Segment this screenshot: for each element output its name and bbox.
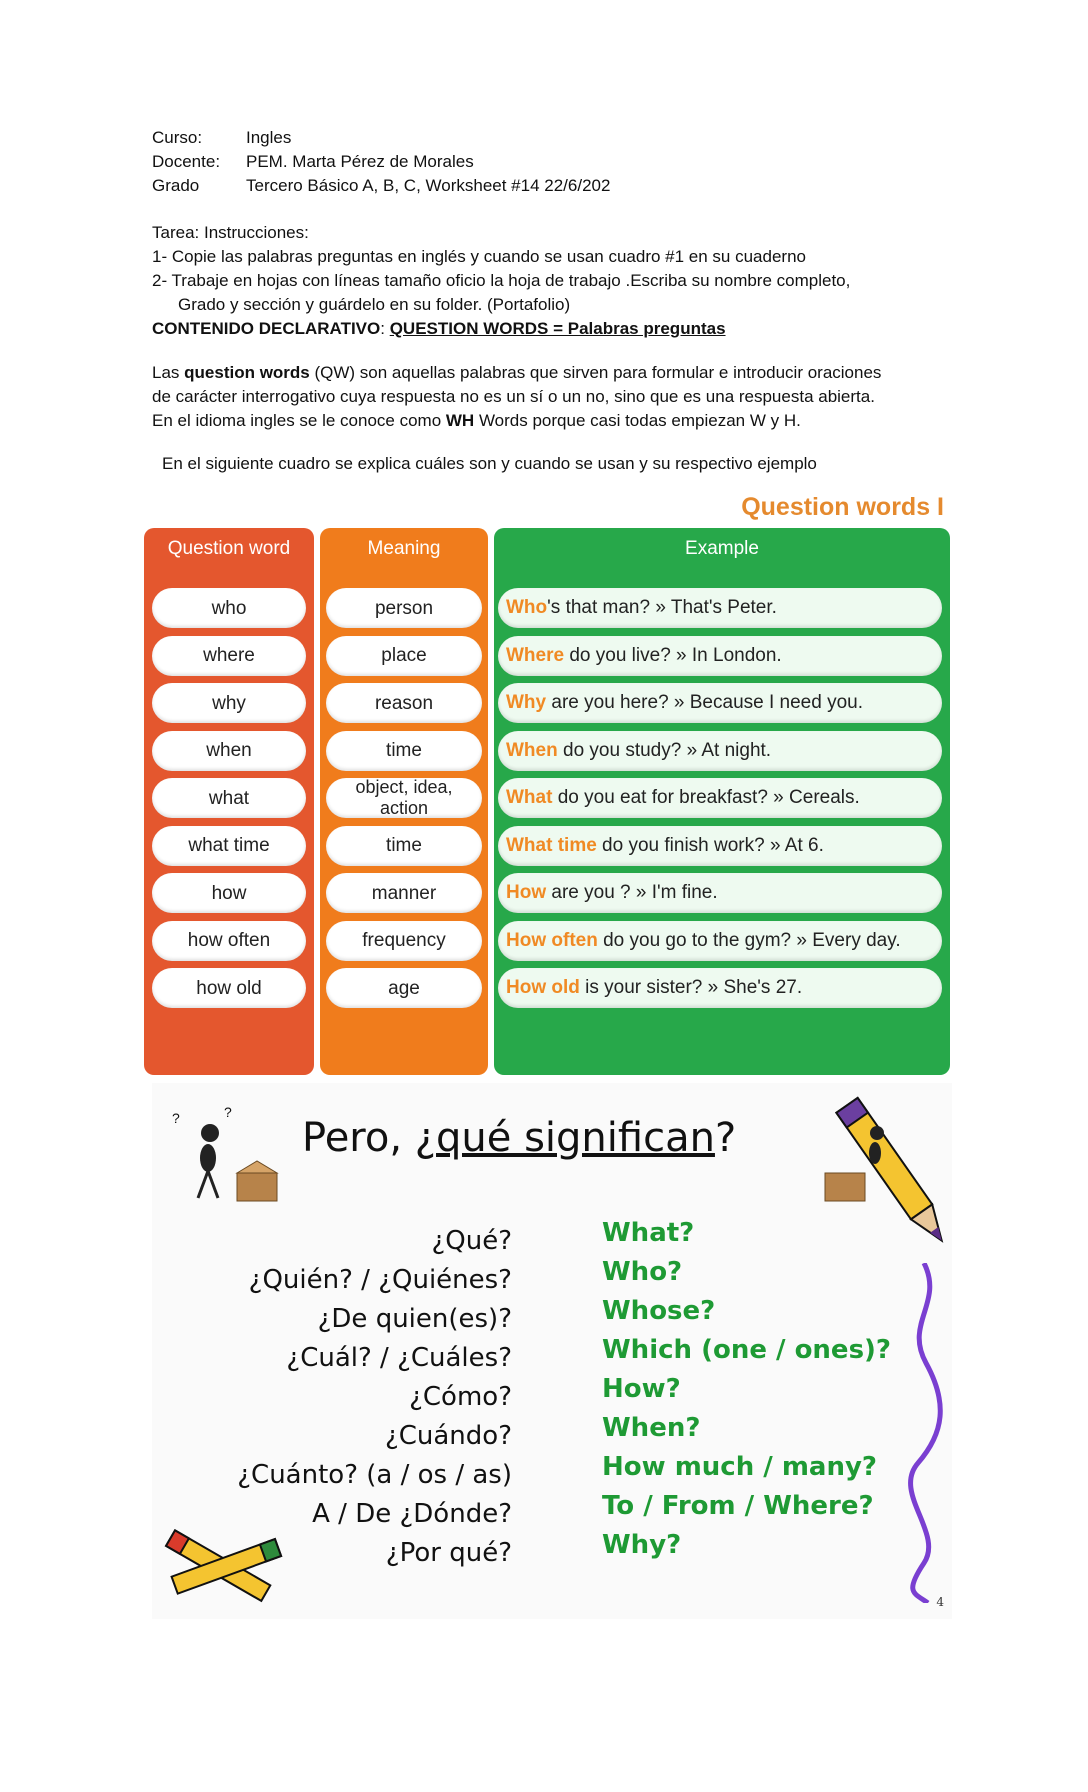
meaning-cell: object, idea, action [326, 778, 482, 818]
question-word-cell: how [152, 873, 306, 913]
intro-text: Las [152, 363, 185, 382]
example-text: are you here? » Because I need you. [546, 692, 863, 713]
pencil-with-ant-icon [817, 1088, 947, 1263]
title-underlined: qué significan [436, 1115, 715, 1161]
example-cell [498, 636, 942, 676]
spanish-question: ¿De quien(es)? [317, 1304, 512, 1334]
meanings-section [152, 1083, 952, 1619]
intro-bold-term: WH [445, 411, 475, 430]
question-word-cell: how old [152, 968, 306, 1008]
instruction-2-cont: Grado y sección y guárdelo en su folder. (Portafolio) [178, 295, 571, 314]
example-cell [498, 778, 942, 818]
docente-value: PEM. Marta Pérez de Morales [246, 152, 474, 171]
intro-line-4: En el siguiente cuadro se explica cuáles son y cuando se usan y su respectivo ejemplo [162, 454, 817, 473]
example-text: are you ? » I'm fine. [546, 882, 718, 903]
header-info [152, 126, 610, 198]
english-question: How? [602, 1374, 681, 1404]
contenido-label: CONTENIDO DECLARATIVO [152, 319, 381, 338]
section-title [302, 1115, 736, 1161]
svg-text:?: ? [172, 1110, 180, 1126]
contenido-sep: : [380, 319, 390, 338]
example-text: do you go to the gym? » Every day. [597, 929, 901, 951]
example-cell [498, 873, 942, 913]
instruction-1: 1- Copie las palabras preguntas en inglés y cuando se usan cuadro #1 en su cuaderno [152, 247, 806, 266]
meaning-cell: frequency [326, 921, 482, 961]
example-keyword: Where [506, 644, 565, 666]
question-word-cell: why [152, 683, 306, 723]
spanish-question: ¿Cuándo? [384, 1421, 512, 1451]
example-cell [498, 588, 942, 628]
meaning-cell: reason [326, 683, 482, 723]
example-text: do you finish work? » At 6. [596, 834, 824, 856]
question-word-cell: who [152, 588, 306, 628]
intro-line-2: de carácter interrogativo cuya respuesta no es un sí o un no, sino que es una respuesta abierta. [152, 387, 875, 406]
intro-line-1 [152, 361, 881, 385]
page-number: 4 [936, 1595, 944, 1609]
example-keyword: Why [506, 692, 547, 713]
example-keyword: How [506, 882, 547, 903]
question-word-cell: what time [152, 826, 306, 866]
example-text: do you eat for breakfast? » Cereals. [552, 787, 860, 808]
example-text: do you study? » At night. [557, 739, 772, 761]
meaning-cell: time [326, 731, 482, 771]
question-words-table [132, 487, 952, 1075]
column-example [494, 528, 950, 1075]
english-question: Which (one / ones)? [602, 1335, 892, 1365]
example-text: do you live? » In London. [564, 644, 782, 666]
grado-value: Tercero Básico A, B, C, Worksheet #14 22/6/202 [246, 176, 611, 195]
spanish-question: A / De ¿Dónde? [312, 1499, 512, 1529]
spanish-question: ¿Cómo? [409, 1382, 512, 1412]
question-word-cell: how often [152, 921, 306, 961]
column-meaning [320, 528, 488, 1075]
contenido-topic: QUESTION WORDS = Palabras preguntas [389, 319, 726, 338]
instruction-2: 2- Trabaje en hojas con líneas tamaño oficio la hoja de trabajo .Escriba su nombre completo, [152, 271, 851, 290]
question-word-cell: where [152, 636, 306, 676]
spanish-question: ¿Quién? / ¿Quiénes? [248, 1265, 512, 1295]
english-question: When? [602, 1413, 701, 1443]
intro-text: Words porque casi todas empiezan W y H. [474, 411, 801, 430]
header-example: Example [685, 538, 759, 559]
example-keyword: What time [506, 834, 597, 856]
example-keyword: How old [506, 977, 580, 998]
example-cell [498, 968, 942, 1008]
meaning-cell: manner [326, 873, 482, 913]
english-question: To / From / Where? [602, 1491, 874, 1521]
example-text: is your sister? » She's 27. [579, 977, 803, 998]
intro-text: (QW) son aquellas palabras que sirven para formular e introducir oraciones [309, 363, 882, 382]
spanish-question: ¿Cuánto? (a / os / as) [237, 1460, 512, 1490]
meaning-cell: place [326, 636, 482, 676]
intro-line-3 [152, 409, 801, 433]
example-text: 's that man? » That's Peter. [547, 597, 777, 618]
svg-text:?: ? [224, 1104, 232, 1120]
header-meaning: Meaning [367, 538, 441, 559]
table-title: Question words I [741, 493, 944, 521]
english-question: What? [602, 1218, 695, 1248]
curso-value: Ingles [246, 128, 292, 147]
question-word-cell: when [152, 731, 306, 771]
english-question: How much / many? [602, 1452, 877, 1482]
intro-bold-term: question words [184, 363, 310, 382]
spanish-question: ¿Cuál? / ¿Cuáles? [286, 1343, 512, 1373]
meaning-cell: age [326, 968, 482, 1008]
curso-label: Curso: [152, 128, 203, 147]
example-keyword: When [506, 739, 558, 761]
english-question: Who? [602, 1257, 683, 1287]
question-word-cell: what [152, 778, 306, 818]
purple-squiggle-icon [904, 1263, 944, 1603]
example-cell [498, 826, 942, 866]
meaning-cell: time [326, 826, 482, 866]
grado-label: Grado [152, 176, 200, 195]
meaning-cell: person [326, 588, 482, 628]
example-cell [498, 921, 942, 961]
title-part: Pero, ¿ [302, 1115, 437, 1161]
contenido-line [152, 317, 726, 341]
column-question-word [144, 528, 314, 1075]
docente-label: Docente: [152, 152, 221, 171]
intro-text: En el idioma ingles se le conoce como [152, 411, 446, 430]
english-question: Whose? [602, 1296, 716, 1326]
example-keyword: How often [506, 929, 598, 951]
crossed-pencils-icon [152, 1519, 292, 1619]
example-cell [498, 731, 942, 771]
title-part: ? [714, 1115, 737, 1161]
tarea-heading: Tarea: Instrucciones: [152, 223, 309, 242]
example-cell [498, 683, 942, 723]
header-question-word: Question word [167, 538, 291, 559]
spanish-question: ¿Por qué? [385, 1538, 512, 1568]
spanish-question: ¿Qué? [431, 1226, 512, 1256]
ant-with-question-marks-icon [162, 1103, 282, 1213]
example-keyword: What [506, 787, 553, 808]
english-question: Why? [602, 1530, 682, 1560]
example-keyword: Who [506, 597, 548, 618]
